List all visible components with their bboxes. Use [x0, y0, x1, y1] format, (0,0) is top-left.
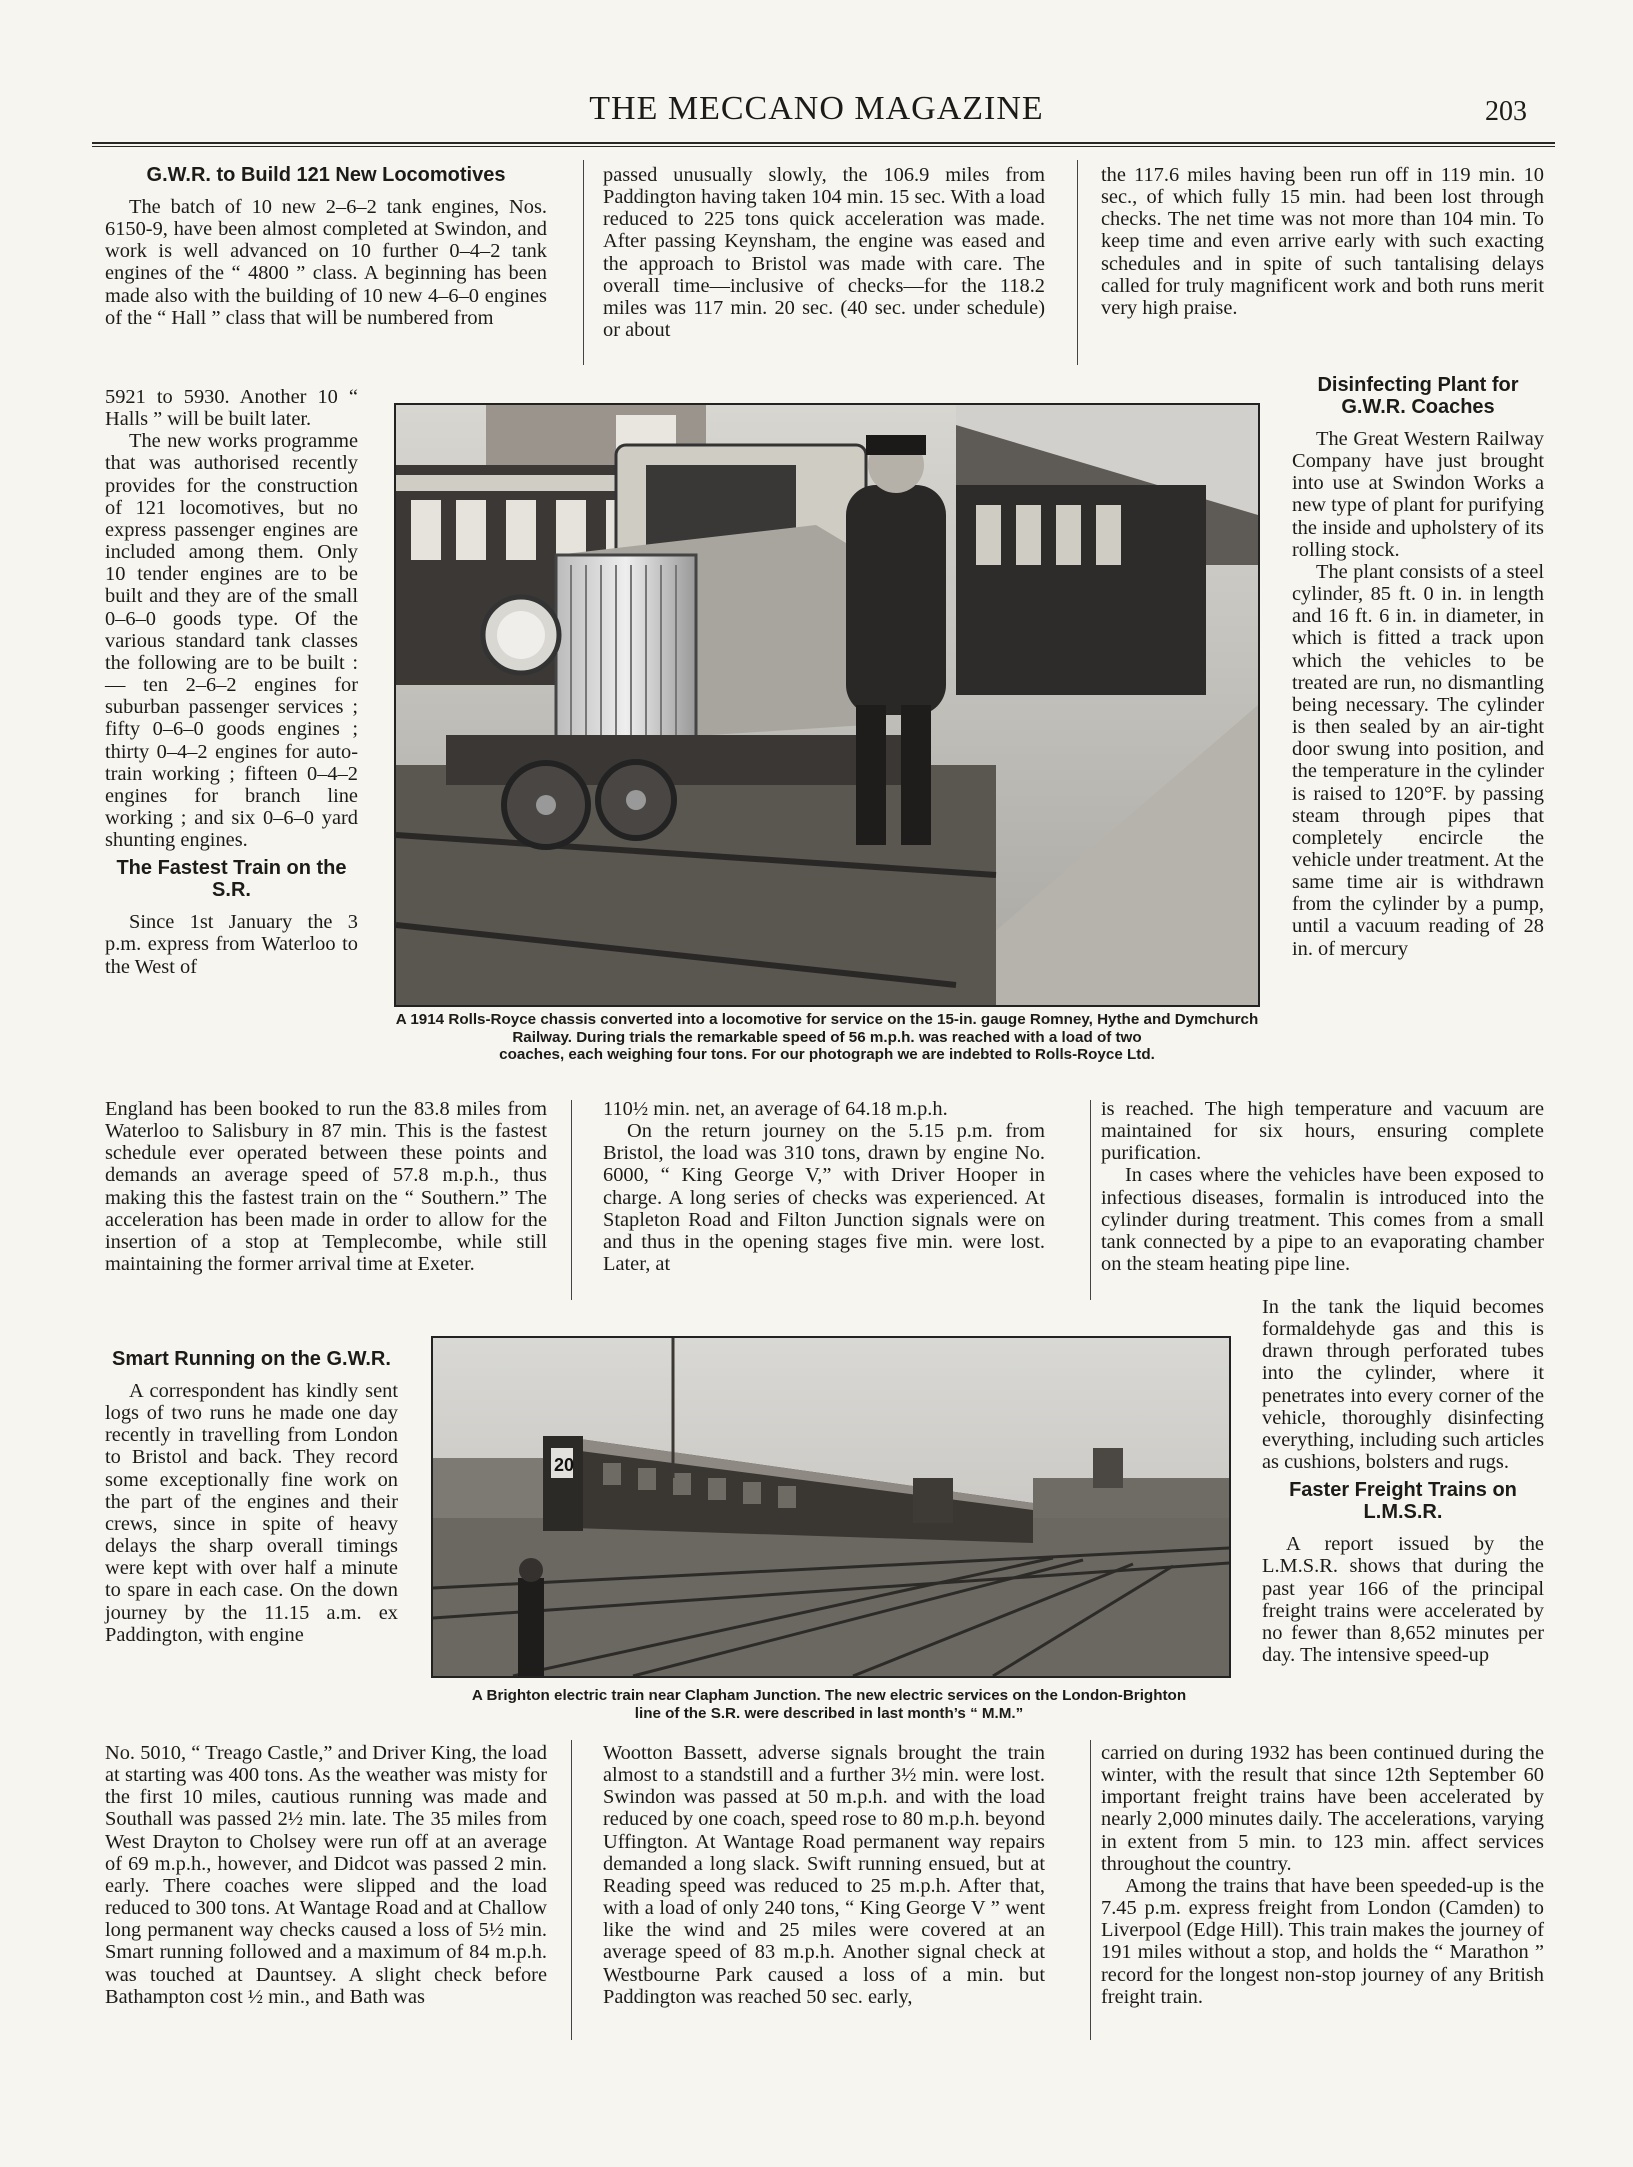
rolls-royce-locomotive-illustration: [396, 405, 1258, 1005]
article-smart-running-cont: [105, 1742, 547, 2008]
photo-caption: [420, 1687, 1238, 1722]
article-freight-trains: [1262, 1296, 1544, 1666]
photo-caption: [392, 1011, 1262, 1064]
page-number: 203: [1485, 96, 1527, 127]
column-divider: [1090, 1100, 1091, 1300]
column-divider: [571, 1740, 572, 2040]
column-divider: [571, 1100, 572, 1300]
article-heading: The Fastest Train on the S.R.: [116, 857, 347, 902]
article-disinfecting-cont: [1101, 1098, 1544, 1275]
header-rule: [92, 142, 1555, 144]
paragraph: The Great Western Railway Company have just brought into use at Swindon Works a new type of plant for purifying the inside and upholstery of its rolling stock.: [1292, 428, 1544, 561]
paragraph: the 117.6 miles having been run off in 119 min. 10 sec., of which fully 15 min. had been lost through checks. The net time was not more than 104 min. To keep time and even arrive early with such exacting schedules and in spite of such tantalising delays called for truly magnificent work and both runs merit very high praise.: [1101, 164, 1544, 319]
caption-line: coaches, each weighing four tons. For our photograph we are indebted to Rolls-Royce Ltd.: [499, 1046, 1155, 1063]
caption-line: line of the S.R. were described in last month’s “ M.M.”: [634, 1704, 1024, 1722]
paragraph: Wootton Bassett, adverse signals brought the train almost to a standstill and a further 3½ min. were lost. Swindon was passed at 50 m.p.h. and with the load reduced by one coach, speed rose to 80 m.p.h. beyond Uffington. At Wantage Road permanent way repairs demanded a long slack. Swift running ensued, but at Reading speed was reduced to 25 m.p.h. After that, with a load of only 240 tons, “ King George V ” went like the wind and 25 miles were covered at an average speed of 83 m.p.h. Another signal check at Westbourne Park caused a loss of a min. but Paddington was reached 50 sec. early,: [603, 1742, 1045, 2008]
paragraph: The batch of 10 new 2–6–2 tank engines, Nos. 6150-9, have been almost completed at Swindon, and work is well advanced on 10 further 0–4–2 tank engines of the “ 4800 ” class. A beginning has been made also with the building of 10 new 4–6–0 engines of the “ Hall ” class that will be numbered from: [105, 196, 547, 329]
photo-rolls-royce-locomotive: [394, 403, 1260, 1007]
article-return-journey: [603, 1098, 1045, 1275]
column-divider: [583, 160, 584, 365]
article-heading: Faster Freight Trains on L.M.S.R.: [1289, 1479, 1517, 1524]
article-disinfecting-plant: [1292, 374, 1544, 960]
paragraph: England has been booked to run the 83.8 miles from Waterloo to Salisbury in 87 min. This is the fastest schedule ever operated between these points and demands an average speed of 57.8 m.p.h., thus making this the fastest train on the “ Southern.” The acceleration has been made in order to allow for the insertion of a stop at Templecombe, while still maintaining the former arrival time at Exeter.: [105, 1098, 547, 1276]
paragraph: In cases where the vehicles have been exposed to infectious diseases, formalin is introduced into the cylinder during treatment. This comes from a small tank connected by a pipe to an evaporating chamber on the steam heating pipe line.: [1101, 1164, 1544, 1276]
caption-line: A Brighton electric train near Clapham Junction. The new electric services on the London-Brighton: [471, 1687, 1187, 1704]
magazine-title: THE MECCANO MAGAZINE: [589, 90, 1044, 127]
column-divider: [1077, 160, 1078, 365]
paragraph: No. 5010, “ Treago Castle,” and Driver King, the load at starting was 400 tons. As the weather was misty for the first 10 miles, cautious running was made and Southall was passed 2½ min. late. The 35 miles from West Drayton to Cholsey were run off at an average of 69 m.p.h., however, and Didcot was passed 2 min. early. There coaches were slipped and the load reduced to 300 tons. At Wantage Road and at Challow long permanent way checks caused a loss of 5½ min. Smart running followed and a maximum of 84 m.p.h. was touched at Dauntsey. A slight check before Bathampton cost ½ min., and Bath was: [105, 1742, 547, 2008]
article-heading: G.W.R. to Build 121 New Locomotives: [146, 164, 506, 186]
paragraph: On the return journey on the 5.15 p.m. from Bristol, the load was 310 tons, drawn by engine No. 6000, “ King George V,” with Driver Hooper in charge. A long series of checks was experienced. At Stapleton Road and Filton Junction signals were on and thus in the opening stages five min. were lost. Later, at: [603, 1120, 1045, 1276]
paragraph: Since 1st January the 3 p.m. express from Waterloo to the West of: [105, 911, 358, 978]
column-divider: [1090, 1740, 1091, 2040]
paragraph: passed unusually slowly, the 106.9 miles from Paddington having taken 104 min. 15 sec. With a load reduced to 225 tons quick acceleration was made. After passing Keynsham, the engine was eased and the approach to Bristol was made with care. The overall time—inclusive of checks—for the 118.2 miles was 117 min. 20 sec. (40 sec. under schedule) or about: [603, 164, 1045, 342]
article-gwr-locomotives: [105, 164, 547, 329]
paragraph: A report issued by the L.M.S.R. shows that during the past year 166 of the principal freight trains were accelerated by no fewer than 8,652 minutes per day. The intensive speed-up: [1262, 1533, 1544, 1667]
paragraph: Among the trains that have been speeded-up is the 7.45 p.m. express freight from London (Camden) to Liverpool (Edge Hill). This train makes the journey of 191 miles without a stop, and holds the “ Marathon ” record for the longest non-stop journey of any British freight train.: [1101, 1874, 1545, 2008]
article-heading: Smart Running on the G.W.R.: [112, 1348, 391, 1370]
article-fastest-train: [105, 1098, 547, 1275]
brighton-electric-train-illustration: [433, 1338, 1229, 1676]
article-smart-running: [105, 1348, 398, 1646]
article-smart-running-end: [1101, 164, 1544, 319]
paragraph: 110½ min. net, an average of 64.18 m.p.h.: [603, 1098, 948, 1120]
paragraph: The plant consists of a steel cylinder, 85 ft. 0 in. in length and 16 ft. 6 in. in diameter, in which is fitted a track upon which the vehicles to be treated are run, no dismantling being necessary. The cylinder is then sealed by an air-tight door swung into position, and the temperature in the cylinder is raised to 120°F. by passing steam through pipes that completely encircle the vehicle under treatment. At the same time air is withdrawn from the cylinder by a pump, until a vacuum reading of 28 in. of mercury: [1292, 560, 1544, 960]
paragraph: In the tank the liquid becomes formaldehyde gas and this is drawn through perforated tubes into the cylinder, where it penetrates into every corner of the vehicle, thoroughly disinfecting everything, including such articles as cushions, bolsters and rugs.: [1262, 1296, 1544, 1474]
paragraph: The new works programme that was authorised recently provides for the construction of 121 locomotives, but no express passenger engines are included among them. Only 10 tender engines are to be built and they are of the small 0–6–0 goods type. Of the various standard tank classes the following are to be built :— ten 2–6–2 engines for suburban passenger services ; fifty 0–6–0 goods engines ; thirty 0–4–2 engines for auto-train working ; fifteen 0–4–2 engines for branch line working ; and six 0–6–0 yard shunting engines.: [105, 430, 358, 852]
caption-line: A 1914 Rolls-Royce chassis converted into a locomotive for service on the 15-in. gauge Romney, Hythe and Dymchurch Railway. During trials the remarkable speed of 56 m.p.h. was reached with a load of two: [395, 1011, 1259, 1046]
article-freight-trains-cont: [1101, 1742, 1544, 2008]
paragraph: carried on during 1932 has been continued during the winter, with the result that since 12th September 60 important freight trains have been accelerated by nearly 2,000 minutes daily. The accelerations, varying in extent from 5 min. to 123 min. affect services throughout the country.: [1101, 1742, 1544, 1875]
article-return-journey-cont: [603, 1742, 1045, 2008]
train-headcode: 20: [554, 1455, 575, 1475]
header-rule-thin: [92, 146, 1555, 147]
photo-brighton-electric-train: [431, 1336, 1231, 1678]
paragraph: 5921 to 5930. Another 10 “ Halls ” will be built later.: [105, 386, 358, 431]
article-gwr-locomotives-cont: [105, 386, 358, 978]
article-heading: Disinfecting Plant for G.W.R. Coaches: [1317, 374, 1519, 418]
article-smart-running-mid: [603, 164, 1045, 341]
paragraph: A correspondent has kindly sent logs of two runs he made one day recently in travelling from London to Bristol and back. They record some exceptionally fine work on the part of the engines and their crews, since in spite of heavy delays the sharp overall timings were kept with over half a minute to spare in each case. On the down journey by the 11.15 a.m. ex Paddington, with engine: [105, 1380, 398, 1646]
paragraph: is reached. The high temperature and vacuum are maintained for six hours, ensuring complete purification.: [1101, 1098, 1544, 1165]
